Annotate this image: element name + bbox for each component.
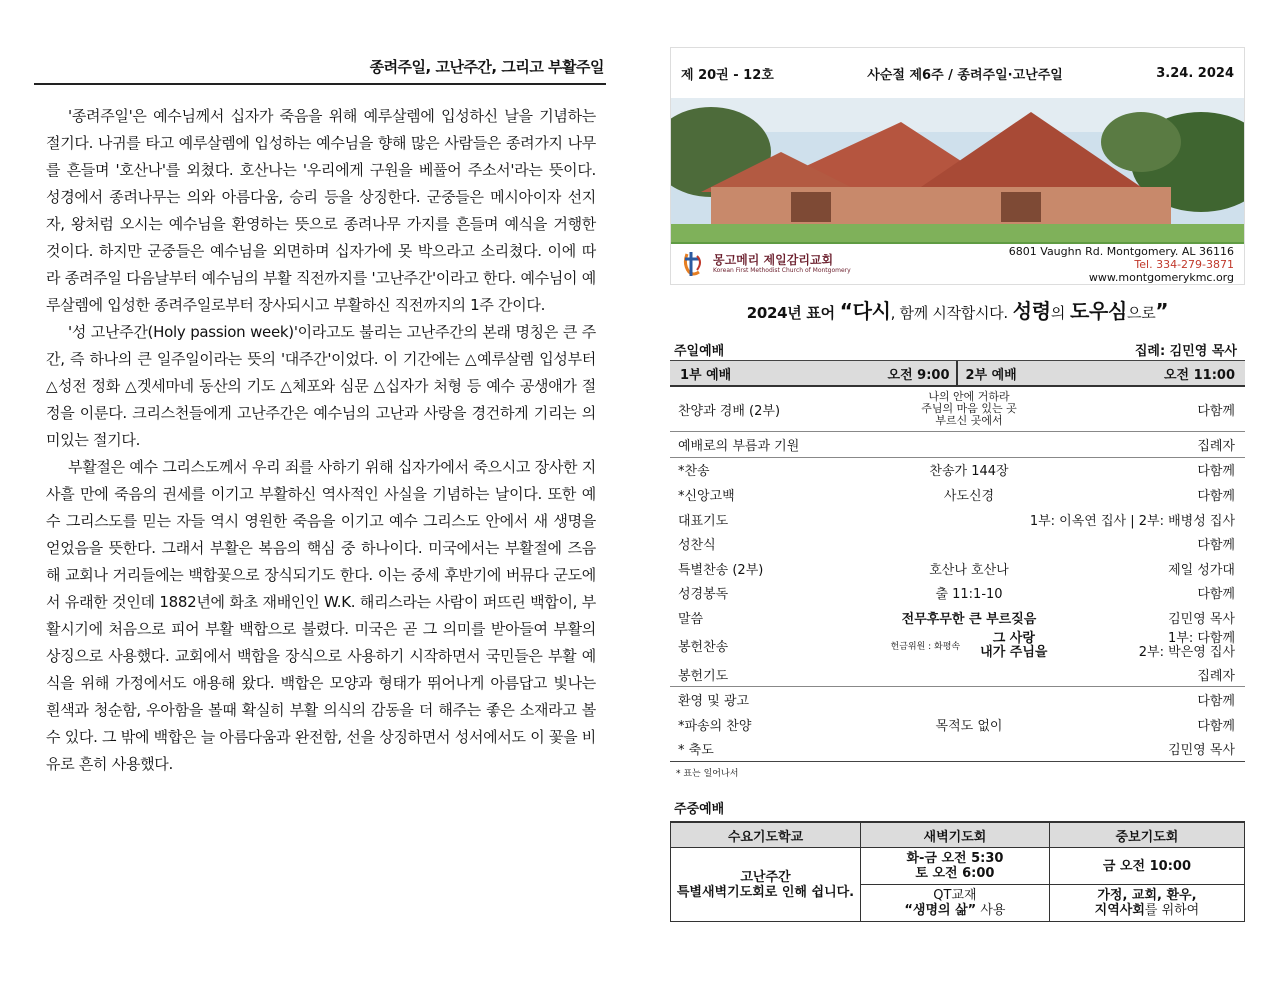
column-header: 새벽기도회 [861, 822, 1050, 848]
hymn-line: 그 사랑 [992, 630, 1035, 646]
essay-page [34, 40, 606, 778]
first-service-time: 오전 9:00 [887, 367, 950, 383]
order-row [670, 556, 1245, 581]
order-content: 목적도 없이 [935, 718, 1003, 734]
order-who: 1부: 다함께 [1167, 630, 1235, 646]
order-label: 특별찬송 (2부) [678, 562, 764, 578]
order-row [670, 432, 1245, 458]
motto-year: 2024년 표어 [746, 304, 835, 322]
column-header: 수요기도학교 [671, 822, 861, 848]
sermon-title: 전무후무한 큰 부르짖음 [901, 611, 1037, 627]
order-row [670, 482, 1245, 507]
book-title: “생명의 삶” [904, 903, 977, 919]
order-label: 성찬식 [678, 538, 716, 554]
second-service-time: 오전 11:00 [1163, 367, 1235, 383]
offering-hymn [980, 632, 1047, 660]
issue-number: 제 20권 - 12호 [681, 67, 774, 83]
order-who: 1부: 이옥연 집사 | 2부: 배병성 집사 [1029, 513, 1235, 529]
cross-flame-icon [681, 250, 707, 278]
church-painting [671, 92, 1245, 260]
order-content: 출 11:1-10 [935, 587, 1003, 603]
order-who: 다함께 [1197, 403, 1235, 419]
weekday-section-title: 주중예배 [674, 802, 725, 818]
order-who: 다함께 [1197, 587, 1235, 603]
cell-line: QT교재 [933, 888, 977, 904]
motto-word: 성령 [1012, 299, 1051, 323]
church-info [671, 244, 1244, 284]
order-label: 예배로의 부름과 기원 [678, 438, 800, 454]
bulletin-page [670, 47, 1245, 922]
cell-line: 특별새벽기도회로 인해 쉽니다. [676, 884, 855, 900]
order-row [670, 630, 1245, 662]
wednesday-cell [671, 848, 861, 922]
order-row [670, 531, 1245, 556]
cell-line: 화-금 오전 5:30 [906, 851, 1004, 867]
cell-text: 사용 [980, 903, 1006, 919]
cell-line: 토 오전 6:00 [915, 866, 995, 882]
order-row [670, 687, 1245, 712]
song: 주님의 마음 있는 곳 [921, 402, 1017, 415]
order-label: * 축도 [678, 743, 714, 759]
dawn-book-cell [861, 885, 1050, 922]
liturgical-season: 사순절 제6주 / 종려주일·고난주일 [867, 67, 1063, 83]
order-label: 환영 및 광고 [678, 694, 750, 710]
service-times [670, 361, 1245, 387]
order-who: 제일 성가대 [1168, 562, 1235, 578]
column-header: 중보기도회 [1049, 822, 1244, 848]
section-title: 주일예배 [674, 344, 725, 359]
essay-paragraph: 부활절은 예수 그리스도께서 우리 죄를 사하기 위해 십자가에서 죽으시고 장사한 지 사흘 만에 죽음의 권세를 이기고 부활하신 역사적인 사실을 기념하는 날이다. 또한 예수 그리스도를 믿는 자들 역시 영원한 죽음을 이기고 예수 그리스도 안에서 새 생명을 얻었음을 뜻한다. 그래서 부활은 복음의 핵심 중 하나이다. 미국에서는 부활절에 즈음해 교회나 거리들에는 백합꽃으로 장식되기도 한다. 이는 중세 후반기에 버뮤다 군도에서 유래한 것인데 1882년에 화초 재배인인 W.K. 해리스라는 사람이 퍼뜨린 백합이, 부활시기에 처음으로 피어 부활 백합으로 불렸다. 미국은 곧 그 의미를 받아들여 부활의 상징으로 사용했다. 교회에서 백합을 장식으로 사용하기 시작하면서 국민들은 부활 예식을 위해 가정에서도 애용해 왔다. 백합은 모양과 형태가 뛰어나게 아름답고 빛나는 흰색과 청순함, 우아함을 볼때 확실히 부활 의식의 감동을 더 해주는 좋은 소재라고 볼 수 있다. 그 밖에 백합은 늘 아름다움과 완전함, 선을 상징하면서 성서에서도 이 꽃을 비유로 흔히 사용했다. [46, 458, 596, 773]
bulletin-date: 3.24. 2024 [1156, 65, 1234, 81]
order-who: 2부: 박은영 집사 [1138, 644, 1235, 660]
order-who: 다함께 [1197, 464, 1235, 480]
cell-text: 지역사회 [1094, 903, 1145, 919]
order-label: 대표기도 [678, 513, 729, 529]
order-content: 사도신경 [943, 488, 995, 504]
intercession-for-cell [1049, 885, 1244, 922]
order-who: 다함께 [1197, 694, 1235, 710]
order-row [670, 458, 1245, 483]
church-name-en: Korean First Methodist Church of Montgomery [713, 267, 851, 274]
motto-word: 도우심 [1069, 299, 1128, 323]
order-content: 찬송가 144장 [929, 464, 1009, 480]
second-service: 2부 예배 [965, 367, 1017, 383]
song: 나의 안에 거하라 [928, 390, 1010, 403]
order-who: 집례자 [1197, 438, 1235, 454]
motto-text: 의 [1050, 304, 1066, 322]
order-label: 봉헌찬송 [678, 640, 729, 656]
essay-title: 종려주일, 고난주간, 그리고 부활주일 [34, 40, 606, 85]
motto-text: 으로 [1127, 304, 1156, 322]
hymn-line: 내가 주님을 [980, 644, 1048, 660]
cell-line: 고난주간 [740, 869, 791, 885]
order-row [670, 605, 1245, 630]
motto-word: 다시 [852, 299, 891, 323]
sunday-service-header [670, 336, 1245, 361]
order-row [670, 737, 1245, 762]
order-row [670, 662, 1245, 688]
bulletin-banner [670, 47, 1245, 285]
essay-paragraph: '성 고난주간(Holy passion week)'이라고도 불리는 고난주간의 본래 명칭은 큰 주간, 즉 하나의 큰 일주일이라는 뜻의 '대주간'이었다. 이 기간에는 △예루살렘 입성부터 △성전 정화 △겟세마네 동산의 기도 △체포와 심문 △십자가 처형 등 예수 공생애가 절정을 이룬다. 크리스천들에게 고난주간은 예수님의 고난과 사랑을 경건하게 기리는 의미있는 절기다. [46, 323, 596, 449]
church-address [1009, 245, 1234, 284]
phone-number: Tel. 334-279-3871 [1134, 257, 1234, 271]
praise-songs [873, 391, 1065, 427]
order-row [670, 581, 1245, 606]
essay-paragraph: '종려주일'은 예수님께서 십자가 죽음을 위해 예루살렘에 입성하신 날을 기념하는 절기다. 나귀를 타고 예루살렘에 입성하는 예수님을 향해 많은 사람들은 종려가지 나무를 흔들며 '호산나'를 외쳤다. 호산나는 '우리에게 구원을 베풀어 주소서'라는 뜻이다. 성경에서 종려나무는 의와 아름다움, 승리 등을 상징한다. 군중들은 메시아이자 선지자, 왕처럼 오시는 예수님을 환영하는 뜻으로 종려나무 가지를 흔들며 예식을 거행한 것이다. 하지만 군중들은 예수님을 외면하며 십자가에 못 박으라고 소리쳤다. 이에 따라 종려주일 다음날부터 예수님의 부활 직전까지를 '고난주간'이라고 한다. 예수님이 예루살렘에 입성한 종려주일로부터 장사되시고 부활하신 직전까지의 1주 간이다. [46, 107, 596, 314]
motto-text: , 함께 시작합시다. [890, 304, 1008, 322]
order-row [670, 387, 1245, 432]
order-who: 다함께 [1197, 538, 1235, 554]
order-who: 김민영 목사 [1168, 743, 1235, 759]
presider: 집례: 김민영 목사 [1134, 344, 1237, 359]
essay-body [34, 103, 606, 778]
order-who: 다함께 [1197, 718, 1235, 734]
order-label: *파송의 찬양 [678, 718, 752, 734]
order-who: 김민영 목사 [1168, 611, 1235, 627]
order-label: 찬양과 경배 (2부) [678, 403, 781, 419]
song: 부르신 곳에서 [935, 414, 1003, 427]
motto-quote: ” [1155, 299, 1169, 323]
cell-text: 를 위하여 [1144, 903, 1200, 919]
order-label: 말씀 [678, 611, 704, 627]
intercession-time-cell: 금 오전 10:00 [1049, 848, 1244, 885]
annual-motto [670, 295, 1245, 324]
order-row [670, 712, 1245, 737]
order-who: 다함께 [1197, 488, 1235, 504]
order-label: *찬송 [678, 464, 710, 480]
church-logo [681, 250, 851, 278]
order-content: 호산나 호산나 [929, 562, 1009, 578]
order-who: 집례자 [1197, 668, 1235, 684]
offering-usher: 헌금위원 : 화평속 [890, 642, 961, 653]
order-label: *신앙고백 [678, 488, 735, 504]
standing-note: * 표는 일어나서 [670, 761, 1245, 784]
website-link[interactable]: www.montgomerykmc.org [1088, 270, 1234, 284]
motto-quote: “ [839, 299, 853, 323]
order-label: 성경봉독 [678, 587, 729, 603]
bulletin-topbar [671, 48, 1244, 98]
cell-line: 가정, 교회, 환우, [1097, 888, 1197, 904]
order-row [670, 507, 1245, 532]
order-label: 봉헌기도 [678, 668, 729, 684]
church-name-ko: 몽고메리 제일감리교회 [713, 253, 834, 267]
first-service: 1부 예배 [680, 367, 732, 383]
weekday-table [670, 821, 1245, 922]
dawn-time-cell [861, 848, 1050, 885]
address-line: 6801 Vaughn Rd. Montgomery. AL 36116 [1008, 244, 1234, 258]
